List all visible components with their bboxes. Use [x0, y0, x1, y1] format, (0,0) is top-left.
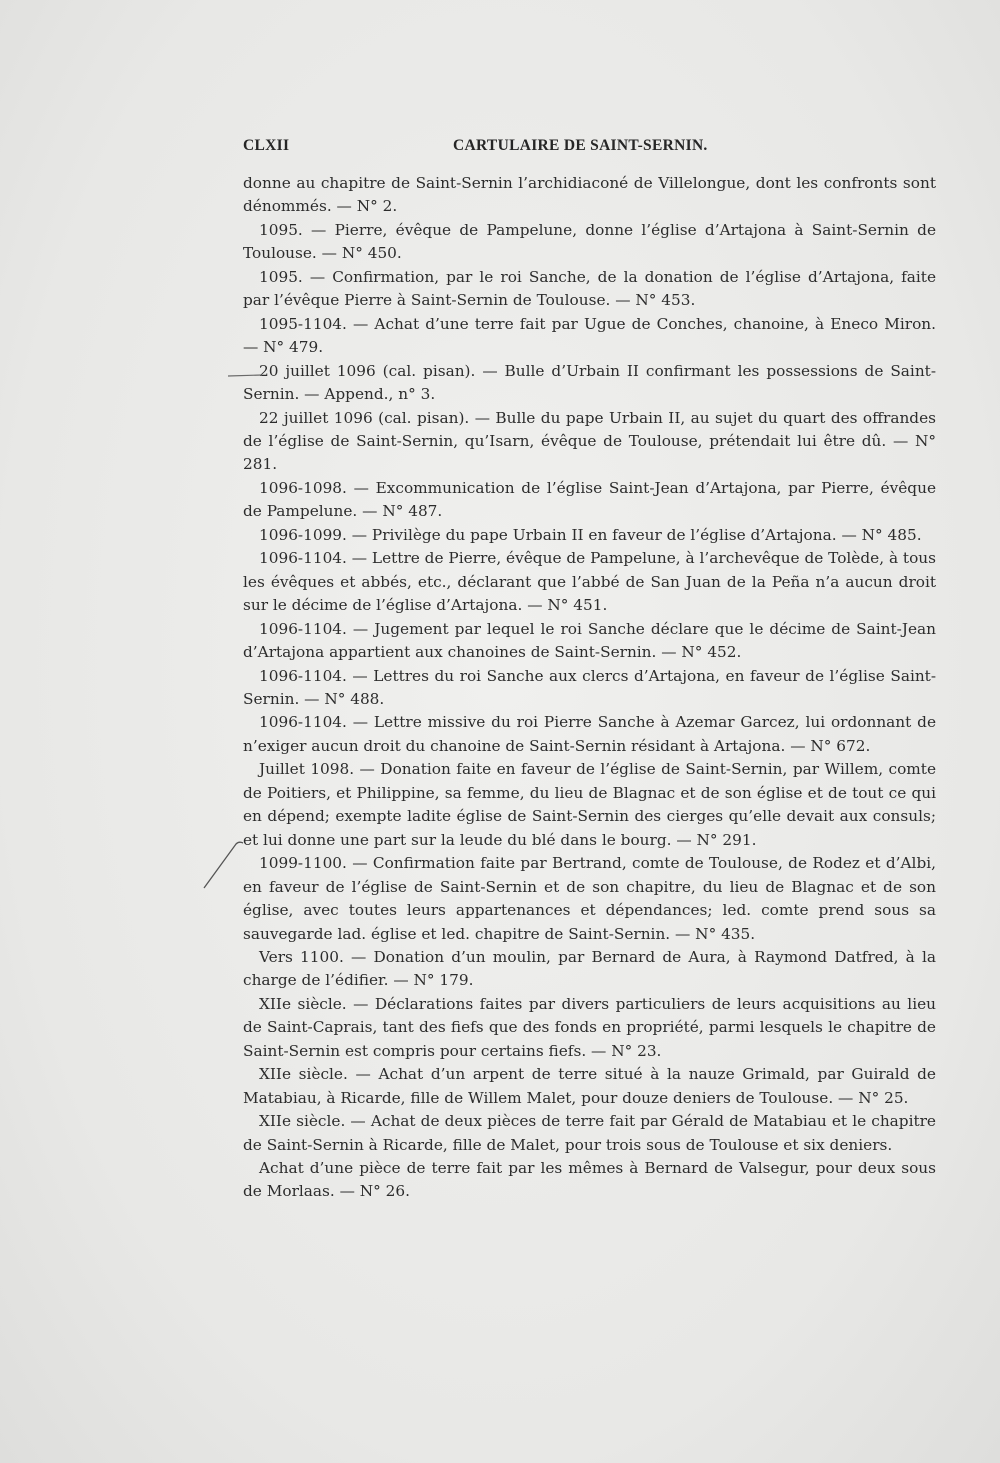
entry: 1095-1104. — Achat d’une terre fait par Ugue de Conches, chanoine, à Eneco Miron. — N° 479. [243, 314, 936, 357]
entry: XIIe siècle. — Achat d’un arpent de terre situé à la nauze Grimald, par Guirald de Matabiau, à Ricarde, fille de Willem Malet, pour douze deniers de Toulouse. — N° 25. [243, 1065, 936, 1107]
entry: 1096-1104. — Jugement par lequel le roi Sanche déclare que le décime de Saint-Jean d’Artajona appartient aux chanoines de Saint-Sernin. — N° 452. [243, 619, 936, 662]
folio-number: CLXII [243, 137, 290, 154]
entry: 1096-1104. — Lettre missive du roi Pierre Sanche à Azemar Garcez, lui ordonnant de n’exiger aucun droit du chanoine de Saint-Sernin résidant à Artajona. — N° 672. [243, 713, 936, 755]
entry: Vers 1100. — Donation d’un moulin, par Bernard de Aura, à Raymond Datfred, à la charge de l’édifier. — N° 179. [243, 947, 936, 990]
entry-continuation: donne au chapitre de Saint-Sernin l’archidiaconé de Villelongue, dont les confronts sont dénommés. — N° 2. [243, 174, 936, 216]
entry: Achat d’une pièce de terre fait par les mêmes à Bernard de Valsegur, pour deux sous de Morlaas. — N° 26. [243, 1159, 936, 1201]
entry: 1096-1098. — Excommunication de l’église Saint-Jean d’Artajona, par Pierre, évêque de Pampelune. — N° 487. [243, 478, 936, 521]
entry: 1096-1104. — Lettres du roi Sanche aux clercs d’Artajona, en faveur de l’église Saint-Sernin. — N° 488. [243, 666, 936, 708]
entry: 1095. — Pierre, évêque de Pampelune, donne l’église d’Artajona à Saint-Sernin de Toulouse. — N° 450. [243, 220, 936, 263]
entry: 20 juillet 1096 (cal. pisan). — Bulle d’Urbain II confirmant les possessions de Saint-Sernin. — Append., n° 3. [243, 361, 936, 404]
chronological-table [243, 172, 936, 1204]
page-header [243, 137, 936, 159]
entry: 1095. — Confirmation, par le roi Sanche, de la donation de l’église d’Artajona, faite par l’évêque Pierre à Saint-Sernin de Toulouse. — N° 453. [243, 267, 936, 310]
entry: Juillet 1098. — Donation faite en faveur de l’église de Saint-Sernin, par Willem, comte de Poitiers, et Philippine, sa femme, du lieu de Blagnac et de son église et de tout ce qui en dépend; exempte ladite église de Saint-Sernin des cierges qu’elle devait aux consuls; et lui donne une part sur la leude du blé dans le bourg. — N° 291. [243, 760, 936, 849]
entry: 1096-1104. — Lettre de Pierre, évêque de Pampelune, à l’archevêque de Tolède, à tous les évêques et abbés, etc., déclarant que l’abbé de San Juan de la Peña n’a aucun droit sur le décime de l’église d’Artajona. — N° 451. [243, 549, 936, 615]
entry: 22 juillet 1096 (cal. pisan). — Bulle du pape Urbain II, au sujet du quart des offrandes de l’église de Saint-Sernin, qu’Isarn, évêque de Toulouse, prétendait lui être dû. — N° 281. [243, 408, 936, 474]
entry: XIIe siècle. — Déclarations faites par divers particuliers de leurs acquisitions au lieu de Saint-Caprais, tant des fiefs que des fonds en propriété, parmi lesquels le chapitre de Saint-Sernin est compris pour certains fiefs. — N° 23. [243, 994, 936, 1060]
running-title: CARTULAIRE DE SAINT-SERNIN. [453, 137, 708, 154]
entry: XIIe siècle. — Achat de deux pièces de terre fait par Gérald de Matabiau et le chapitre de Saint-Sernin à Ricarde, fille de Malet, pour trois sous de Toulouse et six deniers. [243, 1112, 936, 1154]
entry: 1096-1099. — Privilège du pape Urbain II en faveur de l’église d’Artajona. — N° 485. [259, 525, 922, 544]
entry: 1099-1100. — Confirmation faite par Bertrand, comte de Toulouse, de Rodez et d’Albi, en faveur de l’église de Saint-Sernin et de son chapitre, du lieu de Blagnac et de son église, avec toutes leurs appartenances et dépendances; led. comte prend sous sa sauvegarde lad. église et led. chapitre de Saint-Sernin. — N° 435. [243, 854, 936, 943]
